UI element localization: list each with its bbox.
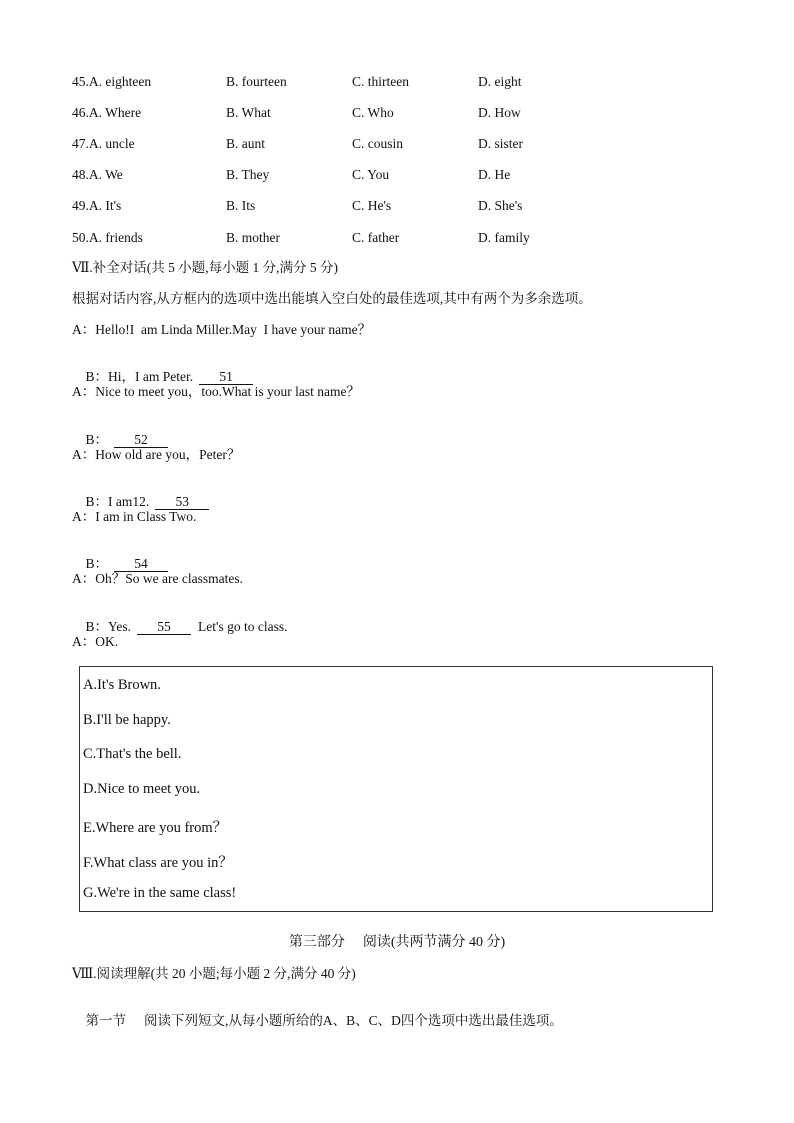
dialog-line: A：I am in Class Two. (72, 509, 197, 524)
option-d: D. eight (478, 73, 522, 89)
option-a: 45.A. eighteen (72, 73, 152, 89)
option-item: A.It's Brown. (83, 677, 161, 693)
option-item: F.What class are you in？ (83, 855, 233, 871)
option-item: G.We're in the same class! (83, 885, 237, 901)
dialog-text: B：Hi，I am Peter. (85, 369, 194, 384)
options-box (79, 666, 713, 912)
option-item: E.Where are you from？ (83, 820, 228, 836)
question-row-50 (72, 222, 732, 253)
option-c: C. He's (352, 198, 392, 214)
question-row-46 (72, 97, 732, 128)
dialog-line: A：Nice to meet you，too.What is your last name？ (72, 384, 360, 399)
dialog-line: A：Oh？So we are classmates. (72, 571, 243, 586)
section-heading: Ⅶ.补全对话(共 5 小题,每小题 1 分,满分 5 分) (72, 260, 339, 275)
answer-blank-51[interactable]: 51 (199, 370, 253, 385)
option-b: B. fourteen (226, 73, 287, 89)
dialog-text: B： (85, 556, 109, 571)
option-a: 48.A. We (72, 167, 123, 183)
part-title (0, 931, 794, 951)
option-a: 46.A. Where (72, 104, 142, 120)
choice-questions (72, 66, 732, 253)
option-d: D. family (478, 229, 530, 245)
option-b: B. What (226, 104, 271, 120)
reading-instruction (72, 993, 563, 1045)
option-c: C. cousin (352, 135, 404, 151)
option-d: D. How (478, 104, 521, 120)
option-b: B. aunt (226, 135, 265, 151)
option-a: 49.A. It's (72, 198, 122, 214)
option-item: D.Nice to meet you. (83, 781, 201, 797)
option-d: D. He (478, 167, 511, 183)
option-a: 47.A. uncle (72, 135, 135, 151)
dialog-text: B：Yes. (85, 619, 132, 634)
option-b: B. mother (226, 229, 280, 245)
option-d: D. sister (478, 135, 523, 151)
answer-blank-55[interactable]: 55 (137, 620, 191, 635)
option-c: C. father (352, 229, 400, 245)
option-b: B. They (226, 167, 270, 183)
dialog-line: A：How old are you，Peter？ (72, 447, 241, 462)
answer-blank-54[interactable]: 54 (114, 557, 168, 572)
part-label: 第三部分 (288, 935, 345, 950)
dialog-text: B：I am12. (85, 494, 150, 509)
option-c: C. thirteen (352, 73, 409, 89)
option-item: C.That's the bell. (83, 746, 182, 762)
question-row-48 (72, 160, 732, 191)
option-a: 50.A. friends (72, 229, 143, 245)
question-row-49 (72, 191, 732, 222)
question-row-45 (72, 66, 732, 97)
answer-blank-53[interactable]: 53 (155, 495, 209, 510)
option-c: C. Who (352, 104, 394, 120)
option-b: B. Its (226, 198, 256, 214)
dialog-line: A：Hello!I am Linda Miller.May I have your name？ (72, 322, 372, 337)
section-label: 第一节 (85, 1013, 126, 1028)
reading-heading: Ⅷ.阅读理解(共 20 小题;每小题 2 分,满分 40 分) (72, 966, 356, 981)
section-instruction: 根据对话内容,从方框内的选项中选出能填入空白处的最佳选项,其中有两个为多余选项。 (72, 291, 592, 306)
option-c: C. You (352, 167, 390, 183)
answer-blank-52[interactable]: 52 (114, 433, 168, 448)
option-item: B.I'll be happy. (83, 712, 171, 728)
dialog-text: B： (85, 432, 109, 447)
option-d: D. She's (478, 198, 523, 214)
part-subtitle: 阅读(共两节满分 40 分) (362, 935, 506, 950)
section-text: 阅读下列短文,从每小题所给的A、B、C、D四个选项中选出最佳选项。 (144, 1013, 563, 1028)
dialog-line: A：OK. (72, 634, 119, 649)
dialog-text: Let's go to class. (198, 619, 288, 634)
question-row-47 (72, 128, 732, 159)
